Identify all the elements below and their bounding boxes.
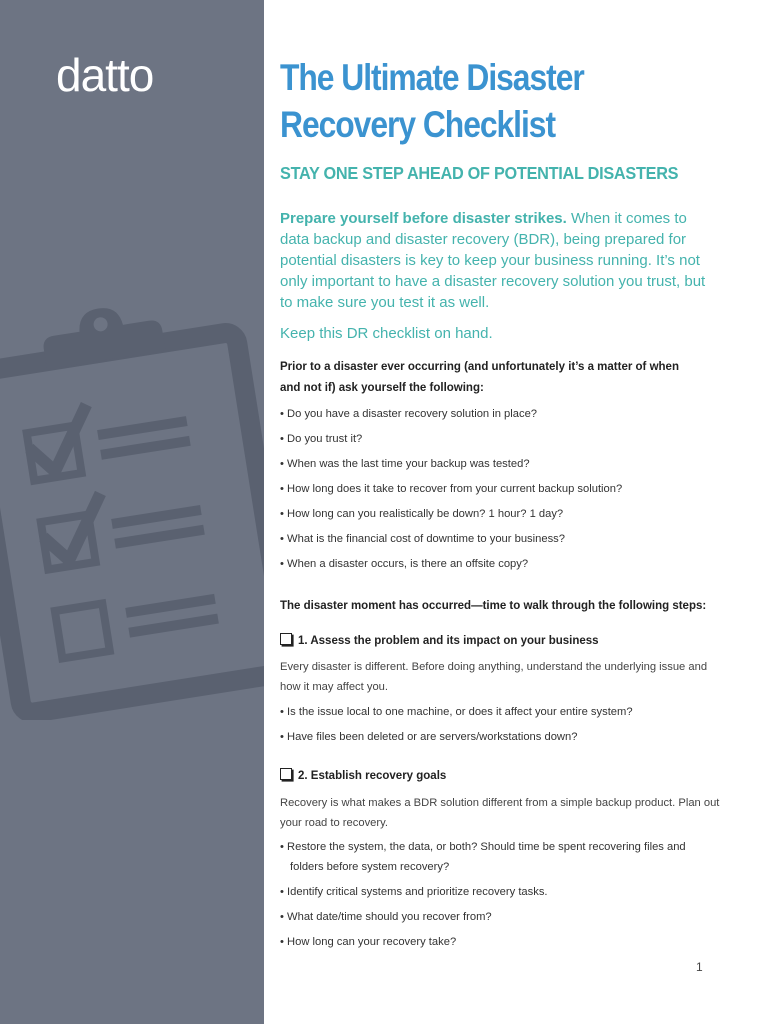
question-item: • What is the financial cost of downtime to your business? xyxy=(280,529,720,549)
step-1-bullet: • Have files been deleted or are servers/workstations down? xyxy=(280,727,720,747)
checkbox-icon[interactable] xyxy=(280,633,292,645)
step-1-description: Every disaster is different. Before doing anything, understand the underlying issue and how it may affect you. xyxy=(280,661,708,693)
step-2-bullets xyxy=(280,837,720,957)
checkbox-icon[interactable] xyxy=(280,768,292,780)
intro-paragraph xyxy=(280,208,720,313)
document-subtitle: STAY ONE STEP AHEAD OF POTENTIAL DISASTERS xyxy=(280,163,679,183)
question-item: • Do you have a disaster recovery solution in place? xyxy=(280,404,720,424)
intro-lead: Prepare yourself before disaster strikes. xyxy=(280,210,567,227)
pre-disaster-questions xyxy=(280,404,720,579)
question-item: • When a disaster occurs, is there an offsite copy? xyxy=(280,554,720,574)
step-2-bullet: • How long can your recovery take? xyxy=(280,932,720,952)
step-2-bullet: • Identify critical systems and prioritize recovery tasks. xyxy=(280,882,720,902)
disaster-moment-heading: The disaster moment has occurred—time to walk through the following steps: xyxy=(280,600,707,612)
clipboard-checklist-icon xyxy=(0,300,264,720)
sidebar xyxy=(0,0,264,1024)
step-1-bullet: • Is the issue local to one machine, or does it affect your entire system? xyxy=(280,702,720,722)
document-title xyxy=(280,54,667,148)
question-item: • Do you trust it? xyxy=(280,429,720,449)
question-item: • When was the last time your backup was tested? xyxy=(280,454,720,474)
step-1-bullets xyxy=(280,702,720,752)
step-2-heading xyxy=(280,766,446,786)
step-1-heading xyxy=(280,631,599,651)
question-item: • How long does it take to recover from your current backup solution? xyxy=(280,479,720,499)
datto-logo: datto xyxy=(56,49,154,101)
step-2-title: 2. Establish recovery goals xyxy=(298,770,447,782)
step-2-bullet: • What date/time should you recover from? xyxy=(280,907,720,927)
intro-body: When it comes to data backup and disaster recovery (BDR), being prepared for potential disasters is key to keep your business running. It’s not only important to have a disaster recovery solution you trust, but to make sure you test it as well. xyxy=(280,210,706,311)
title-line-1: The Ultimate Disaster xyxy=(280,57,584,98)
step-2-description: Recovery is what makes a BDR solution different from a simple backup product. Plan out your road to recovery. xyxy=(280,797,720,829)
keep-checklist-note: Keep this DR checklist on hand. xyxy=(280,325,493,342)
step-1-title: 1. Assess the problem and its impact on your business xyxy=(298,635,599,647)
step-2-bullet: • Restore the system, the data, or both? Should time be spent recovering files and folders before system recovery? xyxy=(280,837,720,877)
title-line-2: Recovery Checklist xyxy=(280,104,556,145)
question-item: • How long can you realistically be down? 1 hour? 1 day? xyxy=(280,504,720,524)
page-number: 1 xyxy=(696,960,703,974)
prior-section-heading: Prior to a disaster ever occurring (and unfortunately it’s a matter of when and not if) ask yourself the following: xyxy=(280,361,679,394)
